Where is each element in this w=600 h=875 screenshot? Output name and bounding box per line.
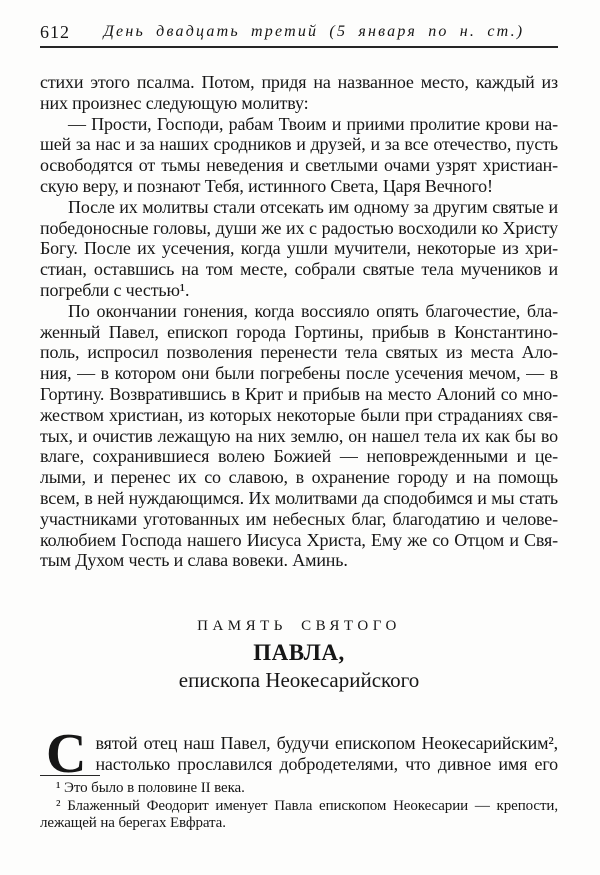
body-line: — Прости, Господи, рабам Твоим и приими пролитие крови на- xyxy=(68,113,558,134)
body-line: ния, — в котором они были погребены после усечения мечом, — в xyxy=(40,363,558,384)
heading-subtitle: епископа Неокесарийского xyxy=(178,668,420,692)
heading-name: ПАВЛА, xyxy=(253,640,345,665)
body-line: лыми, и перенес их со славою, в охранение городу и на помощь xyxy=(40,467,558,488)
running-title: День двадцать третий (5 января по н. ст.) xyxy=(103,23,525,40)
heading-kicker: ПАМЯТЬ СВЯТОГО xyxy=(197,618,401,634)
body-line: Гортину. Возвратившись в Крит и прибыв на место Алоний со мно- xyxy=(40,383,558,404)
body-line: тым Духом честь и слава вовеки. Аминь. xyxy=(40,550,348,571)
section-heading xyxy=(40,616,558,692)
body-line: победоносные головы, души же их с радостью восходили ко Христу xyxy=(40,217,558,238)
footnote-line: лежащей на берегах Евфрата. xyxy=(40,815,226,832)
body-line: После их молитвы стали отсекать им одному за другим святые и xyxy=(68,196,558,217)
page-number: 612 xyxy=(40,22,70,42)
body-line: По окончании гонения, когда воссияло опять благочестие, бла- xyxy=(68,300,558,321)
body-line: скую веру, и познают Тебя, истинного Света, Царя Вечного! xyxy=(40,175,493,196)
opening-line: вятой отец наш Павел, будучи епископом Неокесарийским², xyxy=(95,733,558,753)
footnote-line: ¹ Это было в половине II века. xyxy=(56,780,245,796)
body-line: поль, испросил позволения перенести тела святых из места Ало- xyxy=(40,342,558,363)
body-line: Богу. После их усечения, когда ушли мучители, некоторые из хри- xyxy=(40,238,558,259)
body-line: стиан, оставшись на том месте, собрали святые тела мучеников и xyxy=(40,259,558,280)
body-line: колюбием Господа нашего Иисуса Христа, Ему же со Отцом и Свя- xyxy=(40,529,558,550)
body-line: освободятся от тьмы неведения и светлыми очами узрят христиан- xyxy=(40,155,558,176)
body-text xyxy=(40,72,558,571)
footnote-separator xyxy=(40,775,100,776)
opening-line: настолько прославился добродетелями, что дивное имя его xyxy=(95,753,558,774)
opening-paragraph xyxy=(40,723,558,785)
body-line: женный Павел, епископ города Гортины, прибыв в Константино- xyxy=(40,321,558,342)
body-line: шей за нас и за наших сродников и друзей, и за все отечество, пусть xyxy=(40,134,558,155)
body-line: стихи этого псалма. Потом, придя на названное место, каждый из xyxy=(40,72,558,92)
body-line: них произнес следующую молитву: xyxy=(40,92,309,113)
body-line: жеством христиан, из которых некоторые были при страданиях свя- xyxy=(40,404,558,425)
body-line: всем, в ней нуждающимся. Их молитвами да сподобимся и мы стать xyxy=(40,487,558,508)
drop-cap: С xyxy=(46,723,87,785)
body-line: участниками уготованных им небесных благ, благодатию и челове- xyxy=(40,508,558,529)
body-line: влаге, сохранившиеся волею Божией — неповрежденными и це- xyxy=(40,446,558,467)
body-line: тых, и очистив лежащую на них землю, он нашел тела их как бы во xyxy=(40,425,558,446)
footnote-line: ² Блаженный Феодорит именует Павла епископом Неокесарии — крепости, xyxy=(56,797,558,814)
running-header xyxy=(40,21,558,48)
body-line: погребли с честью¹. xyxy=(40,279,190,300)
footnotes xyxy=(40,775,558,833)
